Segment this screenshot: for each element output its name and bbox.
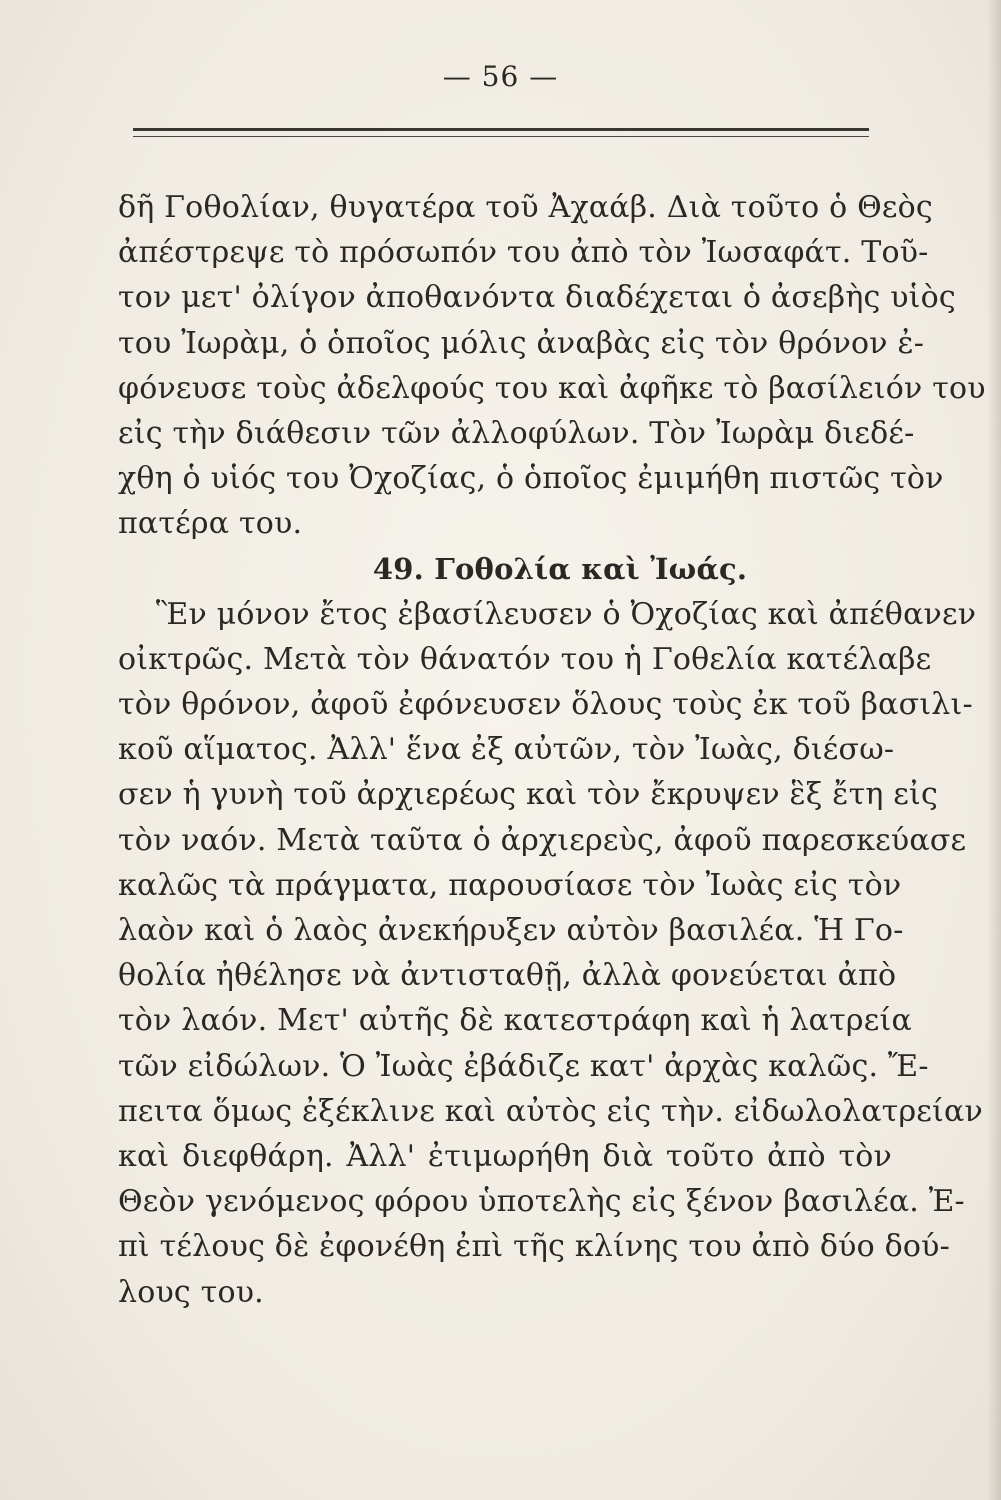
text-line: τῶν εἰδώλων. Ὁ Ἰωὰς ἐβάδιζε κατ' ἀρχὰς καλῶς. Ἔ-: [118, 1048, 929, 1084]
text-line: εἰς τὴν διάθεσιν τῶν ἀλλοφύλων. Τὸν Ἰωρὰμ διεδέ-: [118, 415, 915, 451]
body-text: [118, 185, 986, 1315]
page-number: — 56 —: [442, 60, 559, 93]
text-line: πειτα ὅμως ἐξέκλινε καὶ αὐτὸς εἰς τὴν. εἰδωλολατρείαν: [118, 1093, 983, 1129]
text-line: κοῦ αἵματος. Ἀλλ' ἕνα ἐξ αὐτῶν, τὸν Ἰωὰς, διέσω-: [118, 732, 895, 768]
section-heading-title: Γοθολία καὶ Ἰωάς.: [434, 551, 748, 586]
header-rule: [133, 128, 869, 137]
header-rule-thin: [133, 136, 869, 137]
text-line: Θεὸν γενόμενος φόρου ὑποτελὴς εἰς ξένον βασιλέα. Ἐ-: [118, 1184, 965, 1220]
text-line: λαὸν καὶ ὁ λαὸς ἀνεκήρυξεν αὐτὸν βασιλέα. Ἡ Γο-: [118, 913, 904, 948]
text-line: τὸν ναόν. Μετὰ ταῦτα ὁ ἀρχιερεὺς, ἀφοῦ παρεσκεύασε: [118, 822, 967, 858]
text-line: φόνευσε τοὺς ἀδελφούς του καὶ ἀφῆκε τὸ βασίλειόν του: [118, 370, 986, 406]
text-line: σεν ἡ γυνὴ τοῦ ἀρχιερέως καὶ τὸν ἔκρυψεν ἓξ ἔτη εἰς: [118, 777, 938, 813]
text-line: δῆ Γοθολίαν, θυγατέρα τοῦ Ἀχαάβ. Διὰ τοῦτο ὁ Θεὸς: [118, 190, 933, 225]
text-line: χθη ὁ υἱός του Ὀχοζίας, ὁ ὁποῖος ἐμιμήθη πιστῶς τὸν: [118, 461, 944, 497]
text-line: Ἓν μόνον ἔτος ἐβασίλευσεν ὁ Ὀχοζίας καὶ ἀπέθανεν: [156, 596, 977, 632]
text-line: ἀπέστρεψε τὸ πρόσωπόν του ἀπὸ τὸν Ἰωσαφάτ. Τοῦ-: [118, 235, 929, 271]
page-edge-shadow: [987, 0, 1001, 1500]
text-line: καλῶς τὰ πράγματα, παρουσίασε τὸν Ἰωὰς εἰς τὸν: [118, 867, 902, 903]
text-line: πατέρα του.: [118, 506, 303, 542]
text-line: θολία ἠθέλησε νὰ ἀντισταθῇ, ἀλλὰ φονεύεται ἀπὸ: [118, 958, 897, 994]
text-line: πὶ τέλους δὲ ἐφονέθη ἐπὶ τῆς κλίνης του ἀπὸ δύο δού-: [118, 1229, 950, 1265]
text-line: καὶ διεφθάρη. Ἀλλ' ἐτιμωρήθη διὰ τοῦτο ἀπὸ τὸν: [118, 1138, 892, 1174]
text-line: του Ἰωρὰμ, ὁ ὁποῖος μόλις ἀναβὰς εἰς τὸν θρόνον ἐ-: [118, 325, 925, 361]
text-line: τὸν θρόνον, ἀφοῦ ἐφόνευσεν ὅλους τοὺς ἐκ τοῦ βασιλι-: [118, 687, 973, 723]
header-rule-thick: [133, 128, 869, 131]
text-line: τον μετ' ὀλίγον ἀποθανόντα διαδέχεται ὁ ἀσεβὴς υἱὸς: [118, 280, 956, 316]
text-line: τὸν λαόν. Μετ' αὐτῆς δὲ κατεστράφη καὶ ἡ λατρεία: [118, 1003, 912, 1039]
section-heading: [118, 547, 892, 592]
text-line: λους του.: [118, 1274, 264, 1310]
text-line: οἰκτρῶς. Μετὰ τὸν θάνατόν του ἡ Γοθελία κατέλαβε: [118, 641, 932, 677]
section-heading-number: 49.: [372, 551, 424, 586]
